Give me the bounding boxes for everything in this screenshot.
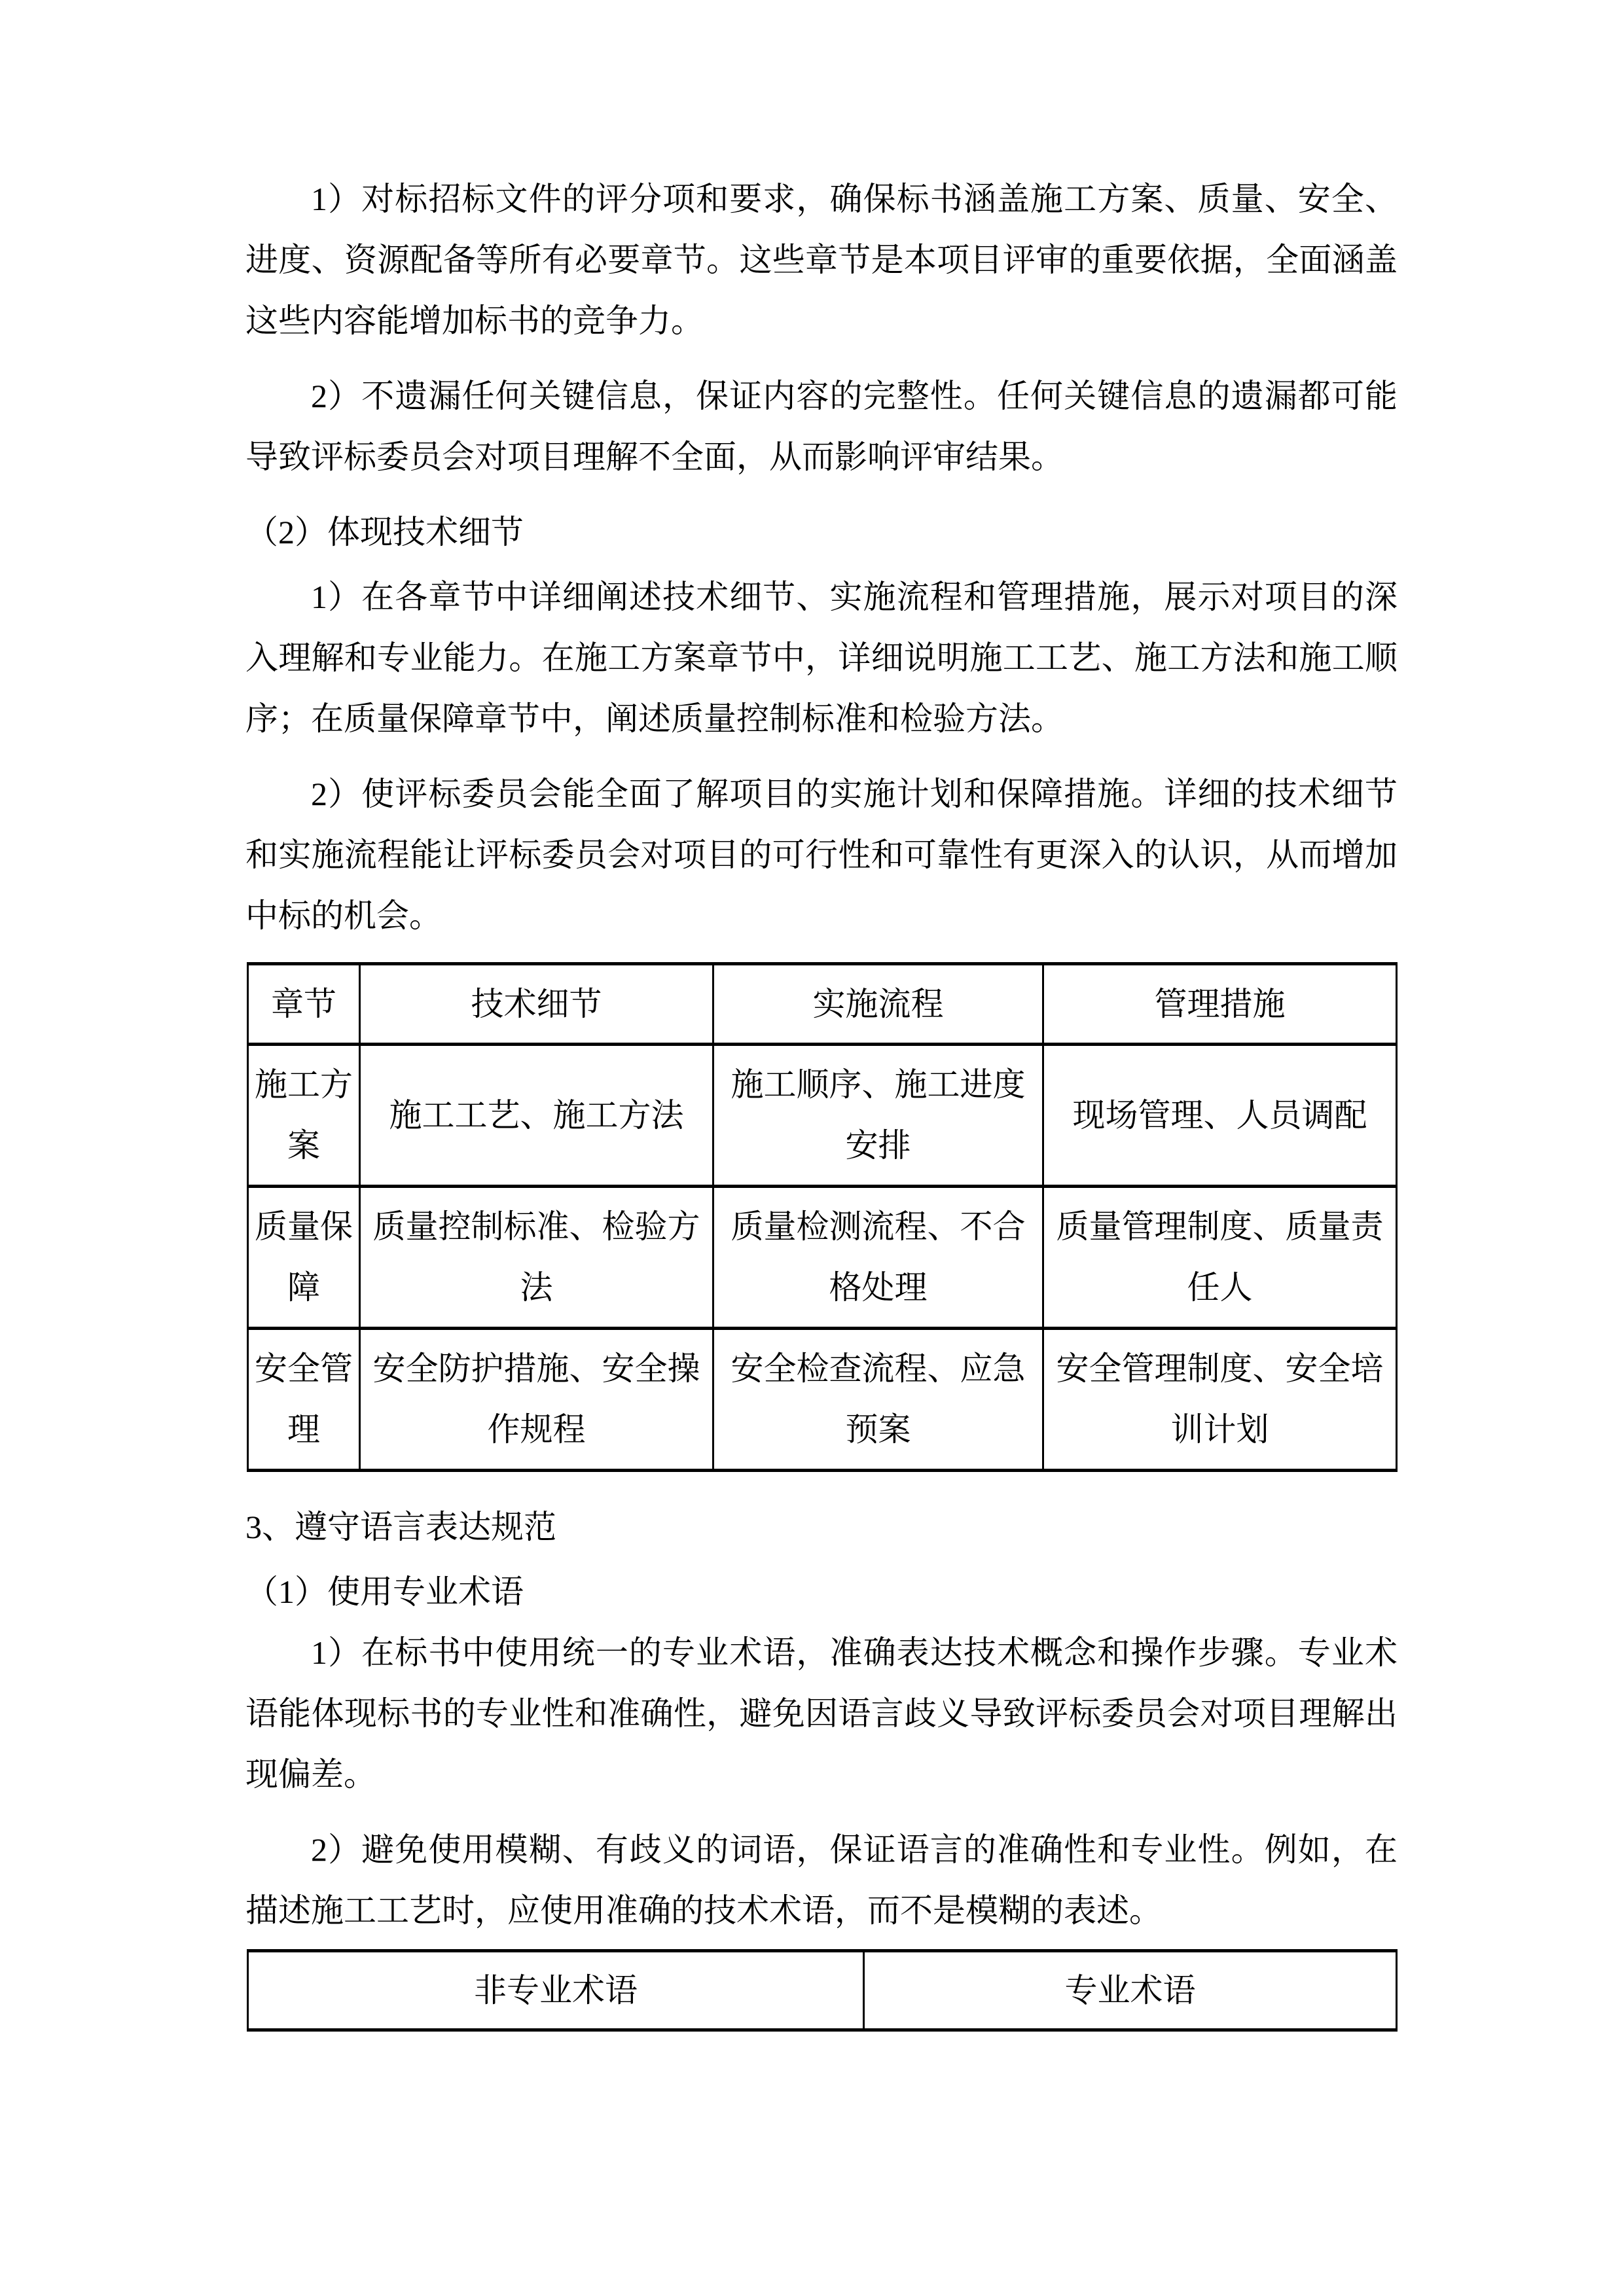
paragraph-no-omission: 2）不遗漏任何关键信息，保证内容的完整性。任何关键信息的遗漏都可能导致评标委员会对项目理解不全面，从而影响评审结果。 [245,378,1398,475]
chapter-detail-table [247,962,1398,1472]
heading-professional-terms: （1）使用专业术语 [245,1573,524,1610]
table-cell: 质量控制标准、检验方法 [360,1187,713,1329]
table-cell: 质量保障 [248,1187,360,1329]
paragraph-avoid-ambiguity: 2）避免使用模糊、有歧义的词语，保证语言的准确性和专业性。例如，在描述施工工艺时，应使用准确的技术术语，而不是模糊的表述。 [245,1831,1398,1929]
paragraph-cover-requirements: 1）对标招标文件的评分项和要求，确保标书涵盖施工方案、质量、安全、进度、资源配备等所有必要章节。这些章节是本项目评审的重要依据，全面涵盖这些内容能增加标书的竞争力。 [245,181,1398,339]
table-row [248,1045,1397,1187]
table-cell: 安全管理制度、安全培训计划 [1043,1329,1397,1471]
table-row [248,1329,1397,1471]
table-cell: 质量管理制度、质量责任人 [1043,1187,1397,1329]
paragraph-unified-terms: 1）在标书中使用统一的专业术语，准确表达技术概念和操作步骤。专业术语能体现标书的专业性和准确性，避免因语言歧义导致评标委员会对项目理解出现偏差。 [245,1634,1398,1793]
table-header-row [248,964,1397,1045]
header-cell-management-measures: 管理措施 [1043,964,1397,1045]
table-cell: 现场管理、人员调配 [1043,1045,1397,1187]
table-cell: 施工工艺、施工方法 [360,1045,713,1187]
heading-language-standard: 3、遵守语言表达规范 [245,1509,556,1545]
table-cell: 施工方案 [248,1045,360,1187]
paragraph-elaborate-details: 1）在各章节中详细阐述技术细节、实施流程和管理措施，展示对项目的深入理解和专业能力。在施工方案章节中，详细说明施工工艺、施工方法和施工顺序；在质量保障章节中，阐述质量控制标准和检验方法。 [245,579,1398,737]
table-row [248,1187,1397,1329]
header-cell-technical-detail: 技术细节 [360,964,713,1045]
terms-comparison-table [247,1949,1398,2032]
header-cell-chapter: 章节 [248,964,360,1045]
table-cell: 施工顺序、施工进度安排 [713,1045,1043,1187]
header-cell-professional-terms: 专业术语 [864,1951,1397,2030]
table-cell: 安全防护措施、安全操作规程 [360,1329,713,1471]
table-cell: 安全检查流程、应急预案 [713,1329,1043,1471]
table-cell: 安全管理 [248,1329,360,1471]
paragraph-committee-understanding: 2）使评标委员会能全面了解项目的实施计划和保障措施。详细的技术细节和实施流程能让评标委员会对项目的可行性和可靠性有更深入的认识，从而增加中标的机会。 [245,776,1398,934]
table-header-row [248,1951,1397,2030]
heading-technical-details: （2）体现技术细节 [245,514,524,550]
header-cell-nonprofessional-terms: 非专业术语 [248,1951,864,2030]
table-cell: 质量检测流程、不合格处理 [713,1187,1043,1329]
header-cell-implementation-process: 实施流程 [713,964,1043,1045]
